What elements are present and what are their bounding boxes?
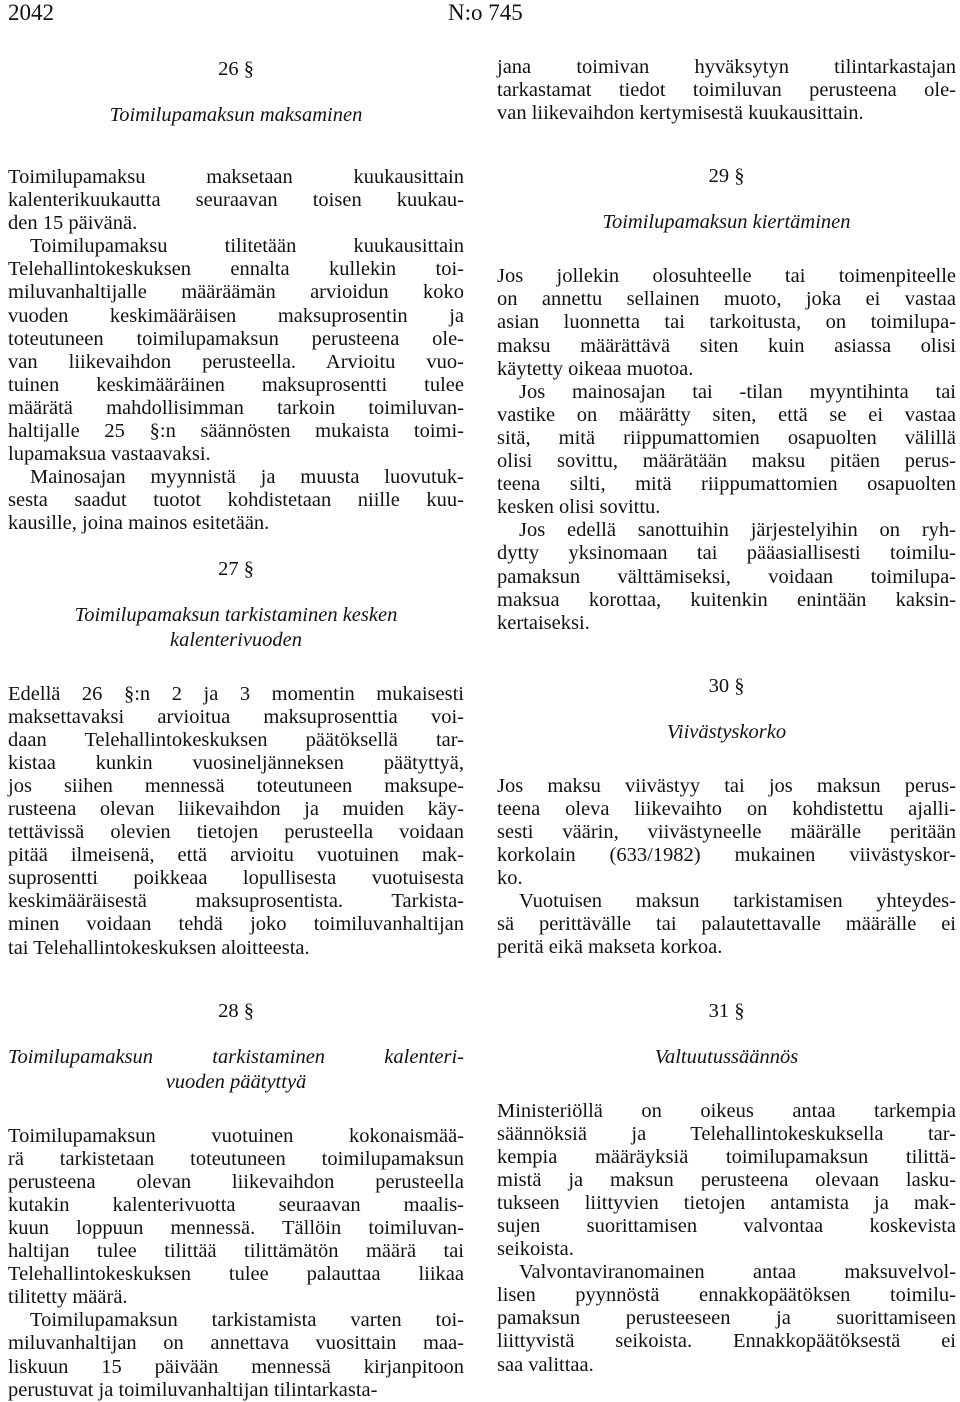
text-line: liittyvistä seikoista. Ennakkopäätöksestä ei xyxy=(497,1330,956,1353)
section-number: 29 § xyxy=(708,165,745,188)
text-line: määrätä mahdollisimman tarkoin toimiluvan- xyxy=(8,396,464,419)
section-title: Valtuutussäännös xyxy=(654,1045,799,1068)
section-number: 27 § xyxy=(218,557,254,580)
section-body xyxy=(8,683,464,960)
text-line: jos siihen mennessä toteutuneen maksupe- xyxy=(8,774,464,797)
section-number: 30 § xyxy=(708,674,745,697)
section-title: Toimilupamaksun maksaminen xyxy=(109,104,363,126)
text-line: pamaksun perusteeseen ja suorittamiseen xyxy=(497,1307,956,1330)
text-line: dytty yksinomaan tai pääasiallisesti toimilu- xyxy=(497,542,956,565)
paragraph xyxy=(8,235,464,466)
paragraph xyxy=(497,1100,956,1262)
section-body xyxy=(497,775,956,960)
text-line: haltijalle 25 §:n säännösten mukaista toimi- xyxy=(8,420,464,443)
section-title: Viivästyskorko xyxy=(666,720,787,743)
section-title: Toimilupamaksun kiertäminen xyxy=(602,211,851,234)
section-27 xyxy=(8,556,464,960)
text-line: Toimilupamaksun vuotuinen kokonaismää- xyxy=(8,1124,464,1147)
text-line: korkolain (633/1982) mukainen viivästyskor- xyxy=(497,844,956,867)
paragraph xyxy=(497,381,956,520)
text-line: suprosentti poikkeaa lopullisesta vuotuisesta xyxy=(8,867,464,890)
text-line: kesken olisi sovittu. xyxy=(497,496,661,519)
text-line: kistaa kunkin vuosineljänneksen päätyttyä, xyxy=(8,751,464,774)
text-line: Jos jollekin olosuhteelle tai toimenpiteelle xyxy=(497,265,956,288)
paragraph xyxy=(8,1309,464,1401)
page-header xyxy=(8,0,952,28)
text-line: sesta saadut tuotot kohdistetaan niille kuu- xyxy=(8,489,464,512)
text-line: sä perittävälle tai palautettavalle määrälle ei xyxy=(497,913,956,936)
text-line: lisen pyynnöstä ennakkopäätöksen toimilu- xyxy=(497,1284,956,1307)
section-title xyxy=(8,603,464,653)
text-line: kausille, joina mainos esitetään. xyxy=(8,512,270,535)
paragraph xyxy=(497,519,956,634)
text-line: den 15 päivänä. xyxy=(8,212,138,235)
paragraph xyxy=(497,775,956,890)
text-line: Toimilupamaksun tarkistamista varten toi- xyxy=(30,1309,464,1332)
text-line: sitä, mitä riippumattomien osapuolten välillä xyxy=(497,426,956,449)
text-line: käytetty oikeaa muotoa. xyxy=(497,357,694,380)
text-line: perusteena olevan liikevaihdon perusteella xyxy=(8,1170,464,1193)
text-line: Edellä 26 §:n 2 ja 3 momentin mukaisesti xyxy=(8,682,464,705)
text-line: teena oleva liikevaihto on kohdistettu ajalli- xyxy=(497,797,956,820)
text-line: sesti väärin, viivästyneelle määrälle peritään xyxy=(497,820,956,843)
text-line: maksua korottaa, kuitenkin enintään kaksin- xyxy=(497,588,956,611)
text-line: liskuun 15 päivään mennessä kirjanpitoon xyxy=(8,1355,464,1378)
section-31 xyxy=(497,998,956,1377)
text-line: kalenterikuukautta seuraavan toisen kuukau- xyxy=(8,189,464,212)
text-line: Jos edellä sanottuihin järjestelyihin on ryh- xyxy=(519,519,956,542)
section-number: 28 § xyxy=(218,999,254,1022)
section-title-line: Toimilupamaksun tarkistaminen kalenteri- xyxy=(8,1045,464,1068)
text-line: olisi sovittu, määrätään maksu pitäen perus- xyxy=(497,450,956,473)
paragraph xyxy=(8,466,464,535)
paragraph xyxy=(497,1261,956,1376)
text-line: tai Telehallintokeskuksen aloitteesta. xyxy=(8,936,310,959)
text-line: jana toimivan hyväksytyn tilintarkastajan xyxy=(497,56,956,78)
text-line: minen voidaan tehdä joko toimiluvanhaltijan xyxy=(8,913,464,936)
paragraph xyxy=(8,166,464,235)
text-line: rä tarkistetaan toteutuneen toimilupamaksun xyxy=(8,1147,464,1170)
text-line: mistä ja maksun perusteena olevaan lasku- xyxy=(497,1168,956,1191)
section-title-line: vuoden päätyttyä xyxy=(165,1070,307,1093)
text-line: säännöksiä ja Telehallintokeskuksella tar- xyxy=(497,1122,956,1145)
text-line: miluvanhaltijan on annettava vuosittain maa- xyxy=(8,1332,464,1355)
text-line: on annettu sellainen muoto, joka ei vastaa xyxy=(497,288,956,311)
text-line: keskimääräisestä maksuprosentista. Tarkista- xyxy=(8,890,464,913)
text-line: peritä eikä makseta korkoa. xyxy=(497,936,723,959)
section-28 xyxy=(8,998,464,1402)
text-line: tuinen keskimääräinen maksuprosentti tulee xyxy=(8,373,464,396)
right-column xyxy=(497,56,956,1377)
text-line: perustuvat ja toimiluvanhaltijan tilintarkasta- xyxy=(8,1378,378,1401)
section-29 xyxy=(497,163,956,635)
text-line: Mainosajan myynnistä ja muusta luovutuk- xyxy=(30,466,464,489)
text-line: kuun loppuun mennessä. Tällöin toimiluvan- xyxy=(8,1217,464,1239)
section-title xyxy=(8,1045,464,1095)
text-line: lupamaksua vastaavaksi. xyxy=(8,443,211,466)
text-line: ko. xyxy=(497,867,523,890)
section-body xyxy=(497,265,956,635)
section-30 xyxy=(497,673,956,960)
text-line: daan Telehallintokeskuksen päätöksellä tar- xyxy=(8,728,464,751)
text-line: haltijan tulee tilittää tilittämätön määrä tai xyxy=(8,1240,464,1263)
text-line: van liikevaihdon perusteella. Arvioitu vuo- xyxy=(8,350,464,373)
text-line: rusteena olevan liikevaihdon ja muiden käy- xyxy=(8,797,464,820)
text-line: teena silti, mitä riippumattomien osapuolten xyxy=(497,473,956,496)
section-number: 26 § xyxy=(218,58,254,80)
text-line: miluvanhaltijalle määräämän arvioidun koko xyxy=(8,281,464,304)
text-line: Jos maksu viivästyy tai jos maksun perus- xyxy=(497,774,956,797)
text-line: Toimilupamaksu maksetaan kuukausittain xyxy=(8,166,464,188)
section-26 xyxy=(8,56,464,536)
text-line: kempia määräyksiä toimilupamaksun tilittä- xyxy=(497,1145,956,1168)
paragraph xyxy=(497,890,956,959)
text-line: asian luonnetta tai tarkoitusta, on toimilupa- xyxy=(497,311,956,334)
text-line: Ministeriöllä on oikeus antaa tarkempia xyxy=(497,1099,956,1122)
paragraph xyxy=(8,1125,464,1310)
section-body xyxy=(497,1100,956,1377)
text-line: tettävissä olevien tietojen perusteella voidaan xyxy=(8,821,464,844)
text-line: tilitetty määrä. xyxy=(8,1286,128,1309)
text-line: pitää ilmeisenä, että arvioitu vuotuinen mak- xyxy=(8,844,464,867)
text-line: toteutuneen toimilupamaksun perusteena ole- xyxy=(8,327,464,350)
text-line: Telehallintokeskuksen tulee palauttaa liikaa xyxy=(8,1263,464,1286)
text-line: Valvontaviranomainen antaa maksuvelvol- xyxy=(519,1261,956,1284)
text-line: vuoden keskimääräisen maksuprosentin ja xyxy=(8,304,464,327)
page-number: 2042 xyxy=(8,0,54,25)
text-line: Telehallintokeskuksen ennalta kullekin toi- xyxy=(8,258,464,281)
issue-number: N:o 745 xyxy=(448,0,523,25)
section-title-line: kalenterivuoden xyxy=(169,628,303,651)
text-line: maksettavaksi arvioitua maksuprosenttia voi- xyxy=(8,705,464,728)
text-line: kutakin kalenterivuotta seuraavan maalis- xyxy=(8,1193,464,1216)
left-column xyxy=(8,56,464,1402)
text-line: van liikevaihdon kertymisestä kuukausittain. xyxy=(497,102,864,125)
section-title-line: Toimilupamaksun tarkistaminen kesken xyxy=(74,603,398,626)
text-line: maksu määrättävä siten kuin asiassa olisi xyxy=(497,334,956,357)
section-body xyxy=(8,166,464,536)
text-line: pamaksun välttämiseksi, voidaan toimilupa- xyxy=(497,565,956,588)
text-line: Jos mainosajan tai -tilan myyntihinta tai xyxy=(519,380,956,403)
continued-text xyxy=(497,56,956,125)
paragraph xyxy=(8,683,464,960)
text-line: Vuotuisen maksun tarkistamisen yhteydes- xyxy=(519,890,956,913)
text-line: Toimilupamaksu tilitetään kuukausittain xyxy=(30,235,464,258)
section-body xyxy=(8,1125,464,1402)
text-line: saa valittaa. xyxy=(497,1353,594,1376)
text-line: kertaiseksi. xyxy=(497,611,590,634)
paragraph xyxy=(497,265,956,380)
text-line: sujen suorittamisen valvontaa koskevista xyxy=(497,1215,956,1237)
text-line: vastike on määrätty siten, että se ei vastaa xyxy=(497,403,956,426)
text-line: tukseen liittyvien tietojen antamista ja mak- xyxy=(497,1191,956,1214)
section-number: 31 § xyxy=(708,999,745,1022)
text-line: seikoista. xyxy=(497,1238,574,1261)
text-line: tarkastamat tiedot toimiluvan perusteena ole- xyxy=(497,79,956,102)
